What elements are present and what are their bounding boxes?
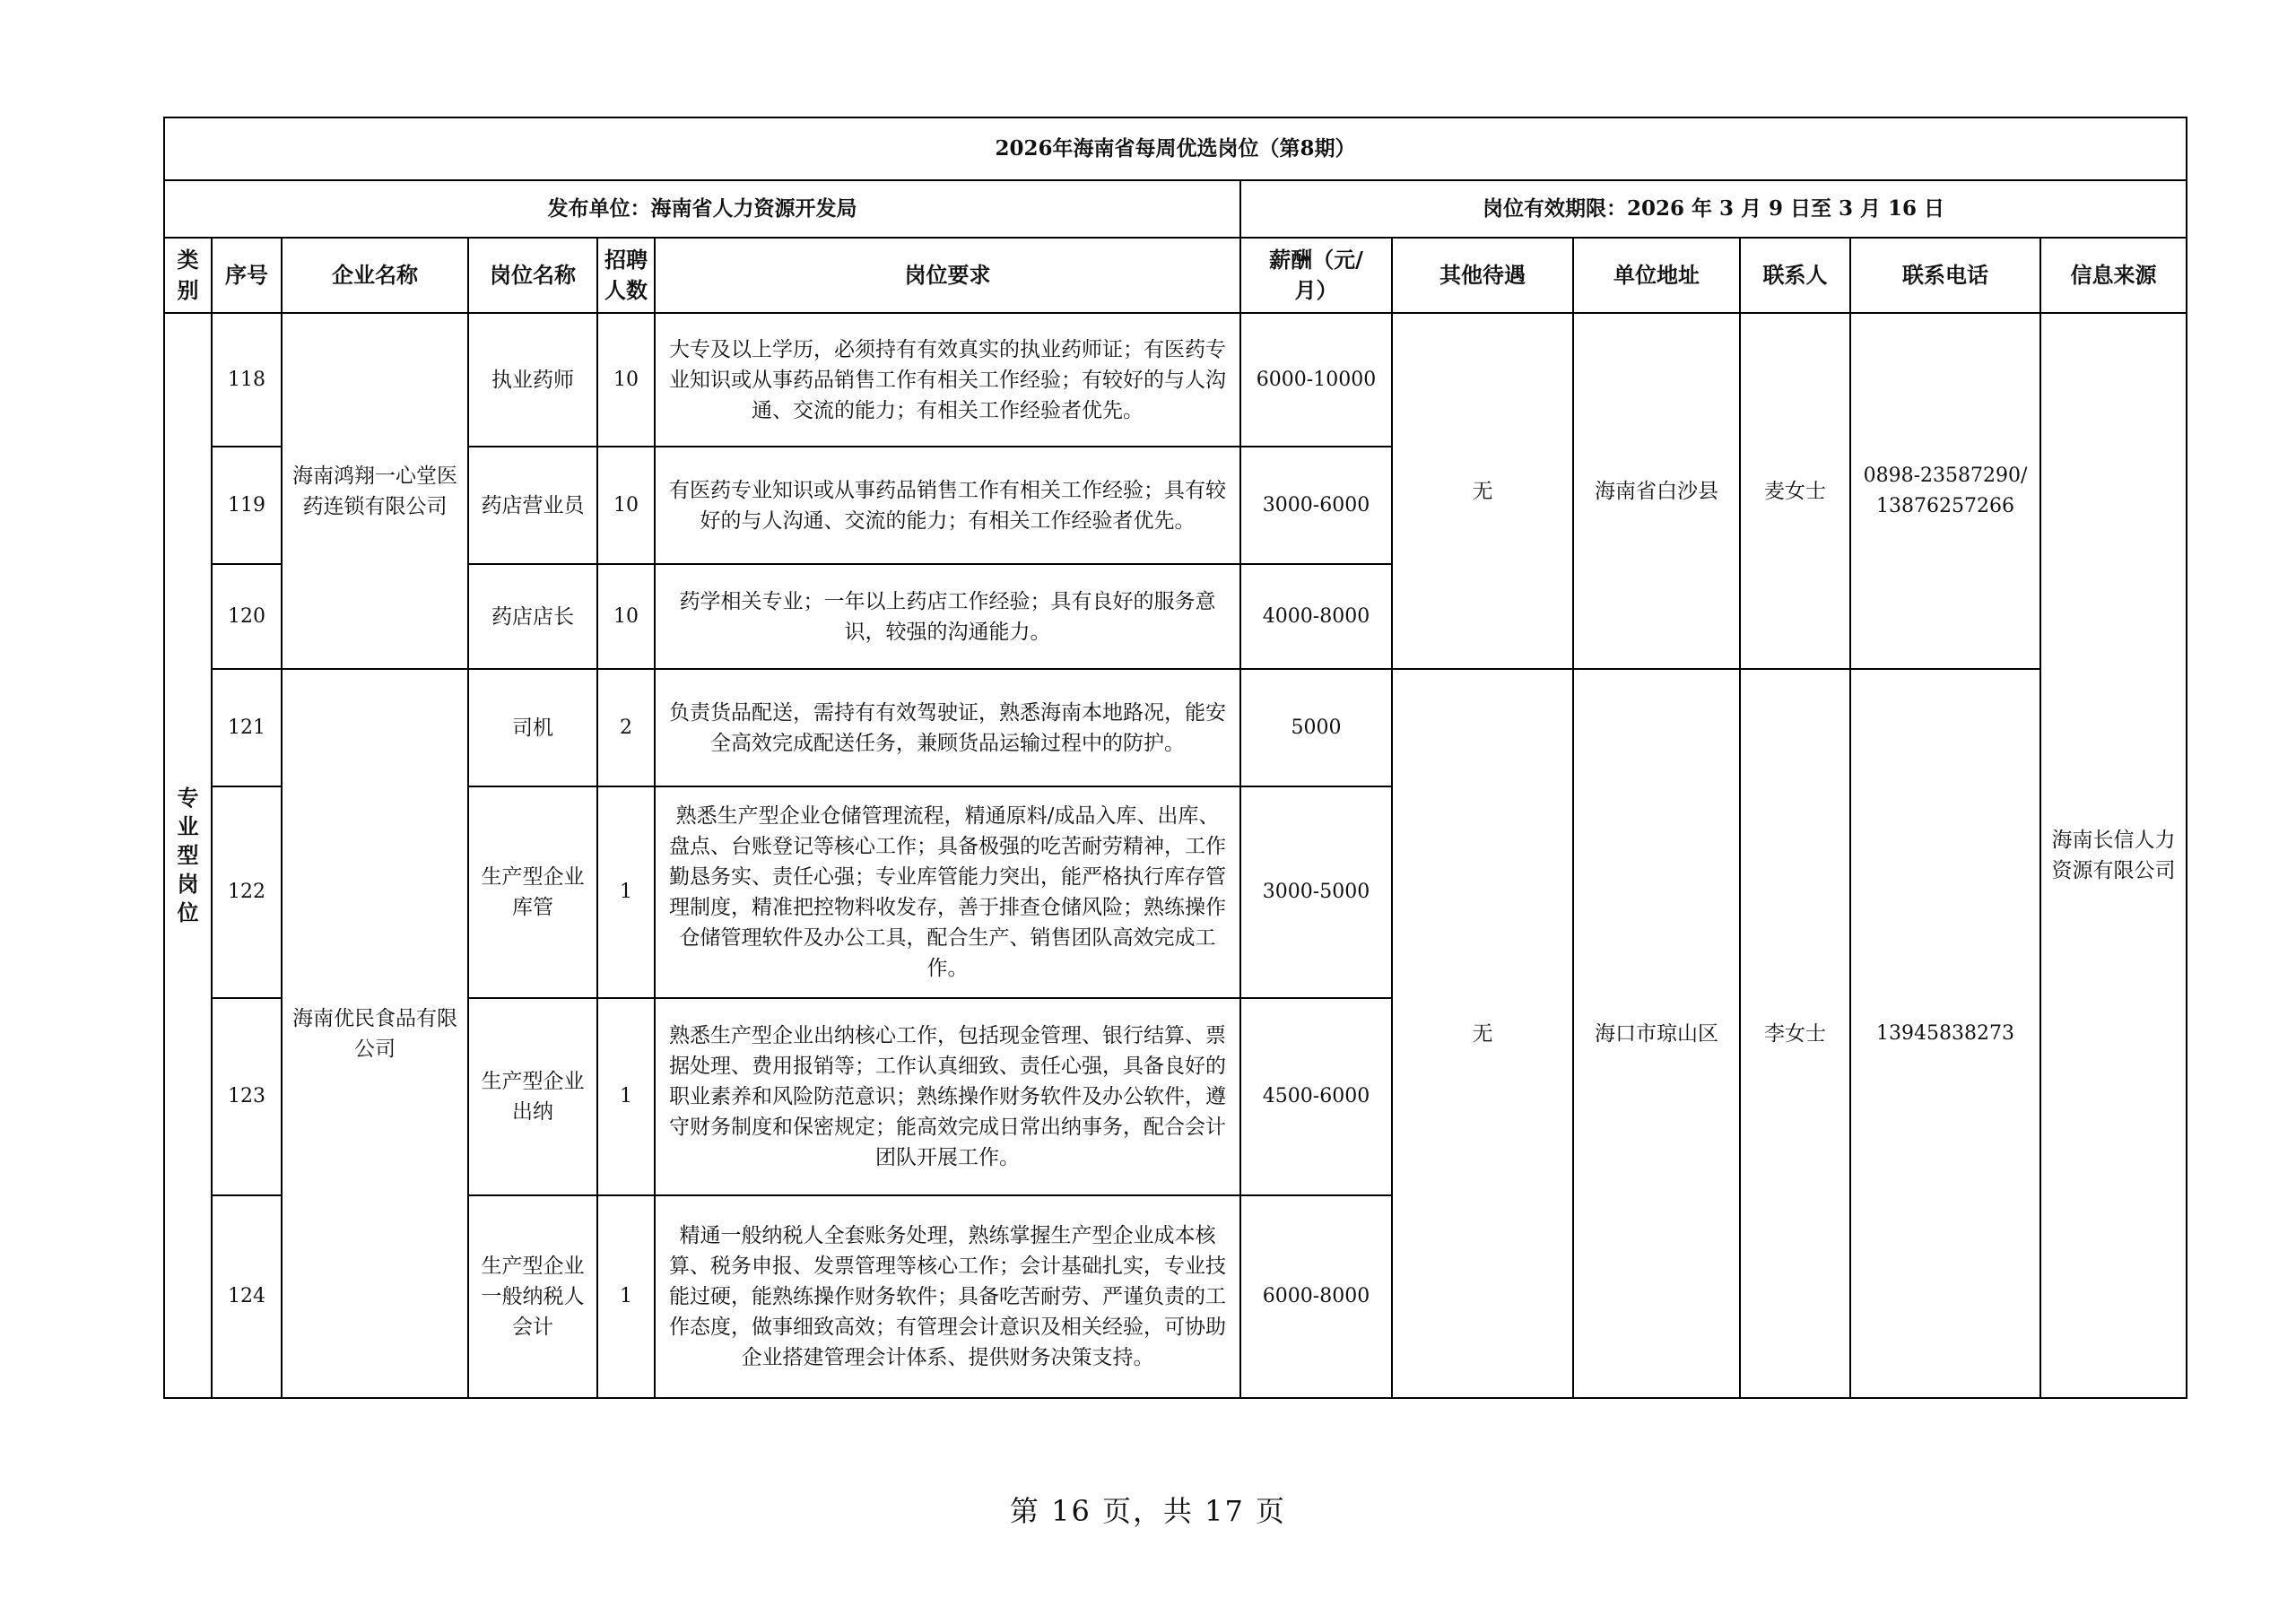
validity-cell: 岗位有效期限：2026 年 3 月 9 日至 3 月 16 日	[1240, 180, 2187, 238]
count-cell: 10	[597, 313, 655, 447]
benefits-cell: 无	[1392, 313, 1573, 669]
requirements-cell: 大专及以上学历，必须持有有效真实的执业药师证；有医药专业知识或从事药品销售工作有相关工作经验；有较好的与人沟通、交流的能力；有相关工作经验者优先。	[655, 313, 1240, 447]
count-cell: 2	[597, 669, 655, 786]
position-cell: 司机	[468, 669, 597, 786]
salary-cell: 5000	[1240, 669, 1392, 786]
header-contact: 联系人	[1740, 238, 1850, 313]
salary-cell: 3000-5000	[1240, 786, 1392, 998]
position-cell: 生产型企业库管	[468, 786, 597, 998]
count-cell: 10	[597, 564, 655, 669]
header-address: 单位地址	[1573, 238, 1740, 313]
header-requirements: 岗位要求	[655, 238, 1240, 313]
page-number-footer: 第 16 页，共 17 页	[1009, 1494, 1287, 1528]
position-cell: 药店店长	[468, 564, 597, 669]
seq-cell: 118	[212, 313, 282, 447]
publisher-cell: 发布单位：海南省人力资源开发局	[164, 180, 1240, 238]
requirements-cell: 有医药专业知识或从事药品销售工作有相关工作经验；具有较好的与人沟通、交流的能力；有相关工作经验者优先。	[655, 447, 1240, 564]
job-listing-table	[163, 117, 2187, 1399]
header-position: 岗位名称	[468, 238, 597, 313]
table-row	[164, 669, 2187, 786]
phone-cell: 0898-23587290/13876257266	[1850, 313, 2040, 669]
salary-cell: 4500-6000	[1240, 998, 1392, 1195]
position-cell: 药店营业员	[468, 447, 597, 564]
header-seq: 序号	[212, 238, 282, 313]
count-cell: 1	[597, 998, 655, 1195]
position-cell: 生产型企业一般纳税人会计	[468, 1195, 597, 1398]
header-phone: 联系电话	[1850, 238, 2040, 313]
seq-cell: 124	[212, 1195, 282, 1398]
company-name-cell: 海南优民食品有限公司	[282, 669, 468, 1398]
header-source: 信息来源	[2040, 238, 2187, 313]
position-cell: 执业药师	[468, 313, 597, 447]
category-cell: 专业型岗位	[164, 313, 212, 1398]
address-cell: 海口市琼山区	[1573, 669, 1740, 1398]
count-cell: 1	[597, 786, 655, 998]
source-cell: 海南长信人力资源有限公司	[2040, 313, 2187, 1398]
requirements-cell: 熟悉生产型企业仓储管理流程，精通原料/成品入库、出库、盘点、台账登记等核心工作；具备极强的吃苦耐劳精神，工作勤恳务实、责任心强；专业库管能力突出，能严格执行库存管理制度，精准把控物料收发存，善于排查仓储风险；熟练操作仓储管理软件及办公工具，配合生产、销售团队高效完成工作。	[655, 786, 1240, 998]
salary-cell: 4000-8000	[1240, 564, 1392, 669]
seq-cell: 122	[212, 786, 282, 998]
phone-cell: 13945838273	[1850, 669, 2040, 1398]
seq-cell: 121	[212, 669, 282, 786]
salary-cell: 6000-8000	[1240, 1195, 1392, 1398]
company-name-cell: 海南鸿翔一心堂医药连锁有限公司	[282, 313, 468, 669]
requirements-cell: 精通一般纳税人全套账务处理，熟练掌握生产型企业成本核算、税务申报、发票管理等核心工作；会计基础扎实，专业技能过硬，能熟练操作财务软件；具备吃苦耐劳、严谨负责的工作态度，做事细致高效；有管理会计意识及相关经验，可协助企业搭建管理会计体系、提供财务决策支持。	[655, 1195, 1240, 1398]
contact-cell: 麦女士	[1740, 313, 1850, 669]
requirements-cell: 负责货品配送，需持有有效驾驶证，熟悉海南本地路况，能安全高效完成配送任务，兼顾货品运输过程中的防护。	[655, 669, 1240, 786]
requirements-cell: 熟悉生产型企业出纳核心工作，包括现金管理、银行结算、票据处理、费用报销等；工作认真细致、责任心强，具备良好的职业素养和风险防范意识；熟练操作财务软件及办公软件，遵守财务制度和保密规定；能高效完成日常出纳事务，配合会计团队开展工作。	[655, 998, 1240, 1195]
header-salary: 薪酬（元/月）	[1240, 238, 1392, 313]
table-title: 2026年海南省每周优选岗位（第8期）	[164, 117, 2187, 180]
requirements-cell: 药学相关专业；一年以上药店工作经验；具有良好的服务意识，较强的沟通能力。	[655, 564, 1240, 669]
salary-cell: 3000-6000	[1240, 447, 1392, 564]
salary-cell: 6000-10000	[1240, 313, 1392, 447]
address-cell: 海南省白沙县	[1573, 313, 1740, 669]
table-row	[164, 313, 2187, 447]
seq-cell: 119	[212, 447, 282, 564]
count-cell: 1	[597, 1195, 655, 1398]
header-company: 企业名称	[282, 238, 468, 313]
count-cell: 10	[597, 447, 655, 564]
header-benefits: 其他待遇	[1392, 238, 1573, 313]
contact-cell: 李女士	[1740, 669, 1850, 1398]
header-category: 类别	[164, 238, 212, 313]
header-count: 招聘人数	[597, 238, 655, 313]
benefits-cell: 无	[1392, 669, 1573, 1398]
seq-cell: 123	[212, 998, 282, 1195]
seq-cell: 120	[212, 564, 282, 669]
position-cell: 生产型企业出纳	[468, 998, 597, 1195]
